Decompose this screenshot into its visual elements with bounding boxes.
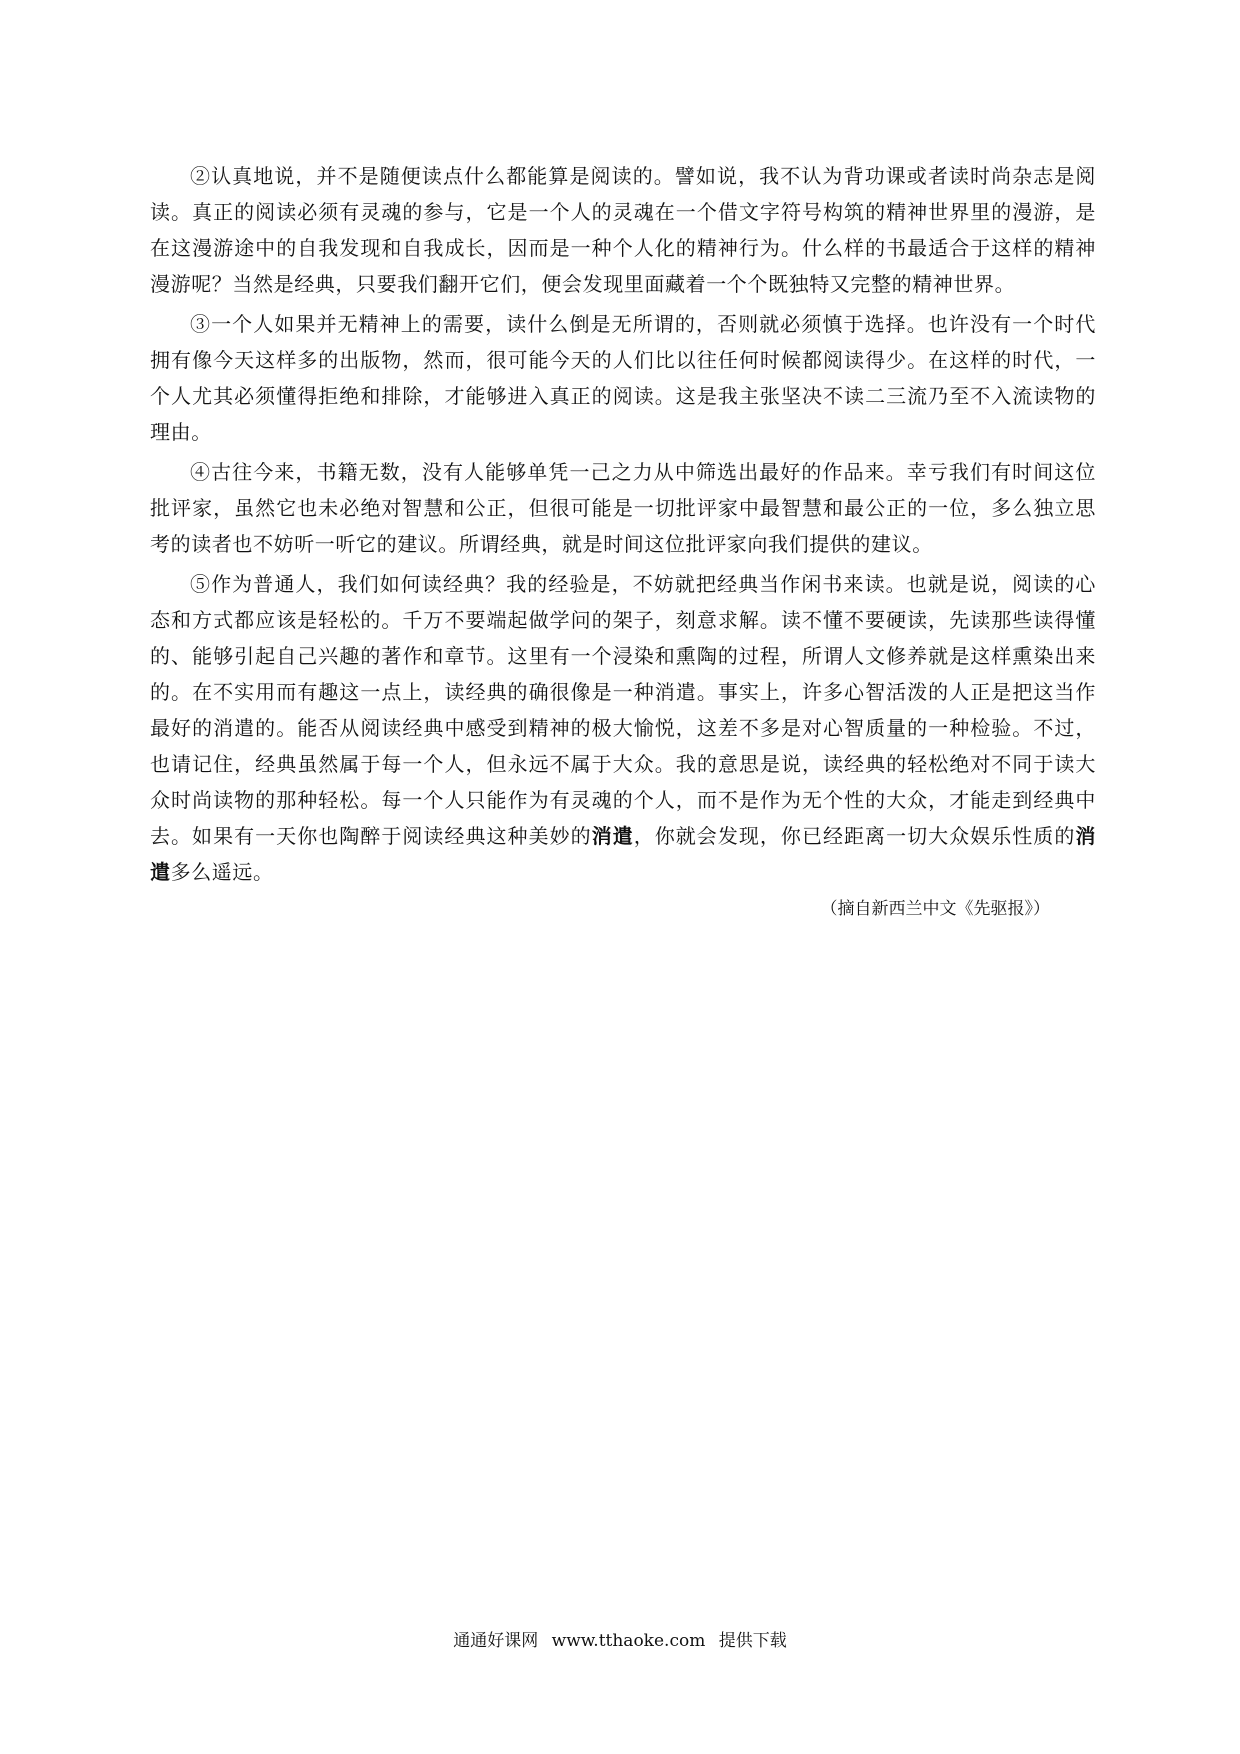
emphasized-word-2: 消遣 xyxy=(150,824,1096,884)
paragraph-3: ③一个人如果并无精神上的需要，读什么倒是无所谓的，否则就必须慎于选择。也许没有一个时代拥有像今天这样多的出版物，然而，很可能今天的人们比以往任何时候都阅读得少。在这样的时代，一个人尤其必须懂得拒绝和排除，才能够进入真正的阅读。这是我主张坚决不读二三流乃至不入流读物的理由。 xyxy=(150,312,1096,444)
paragraph-5-part-1: ⑤作为普通人，我们如何读经典？我的经验是，不妨就把经典当作闲书来读。也就是说，阅读的心态和方式都应该是轻松的。千万不要端起做学问的架子，刻意求解。读不懂不要硬读，先读那些读得懂的、能够引起自己兴趣的著作和章节。这里有一个浸染和熏陶的过程，所谓人文修养就是这样熏染出来的。在不实用而有趣这一点上，读经典的确很像是一种消遣。事实上，许多心智活泼的人正是把这当作最好的消遣的。能否从阅读经典中感受到精神的极大愉悦，这差不多是对心智质量的一种检验。不过，也请记住，经典虽然属于每一个人，但永远不属于大众。我的意思是说，读经典的轻松绝对不同于读大众时尚读物的那种轻松。每一个人只能作为有灵魂的个人，而不是作为无个性的大众，才能走到经典中去。如果有一天你也陶醉于阅读经典这种美妙的 xyxy=(150,572,1096,848)
emphasized-word-1: 消遣 xyxy=(591,824,634,848)
article-body xyxy=(150,158,1096,924)
source-citation: （摘自新西兰中文《先驱报》） xyxy=(820,899,1050,919)
page-footer xyxy=(0,1626,1240,1656)
footer-url[interactable]: www.tthaoke.com xyxy=(551,1631,706,1651)
footer-suffix: 提供下载 xyxy=(718,1631,787,1651)
footer-site-name: 通通好课网 xyxy=(453,1631,539,1651)
paragraph-2: ②认真地说，并不是随便读点什么都能算是阅读的。譬如说，我不认为背功课或者读时尚杂志是阅读。真正的阅读必须有灵魂的参与，它是一个人的灵魂在一个借文字符号构筑的精神世界里的漫游，是在这漫游途中的自我发现和自我成长，因而是一种个人化的精神行为。什么样的书最适合于这样的精神漫游呢？当然是经典，只要我们翻开它们，便会发现里面藏着一个个既独特又完整的精神世界。 xyxy=(150,164,1096,296)
paragraph-5-part-3: 多么遥远。 xyxy=(170,860,274,884)
paragraph-5 xyxy=(150,566,1096,890)
paragraph-4: ④古往今来，书籍无数，没有人能够单凭一己之力从中筛选出最好的作品来。幸亏我们有时间这位批评家，虽然它也未必绝对智慧和公正，但很可能是一切批评家中最智慧和最公正的一位，多么独立思考的读者也不妨听一听它的建议。所谓经典，就是时间这位批评家向我们提供的建议。 xyxy=(150,460,1096,556)
paragraph-5-part-2: ，你就会发现，你已经距离一切大众娱乐性质的 xyxy=(633,824,1076,848)
